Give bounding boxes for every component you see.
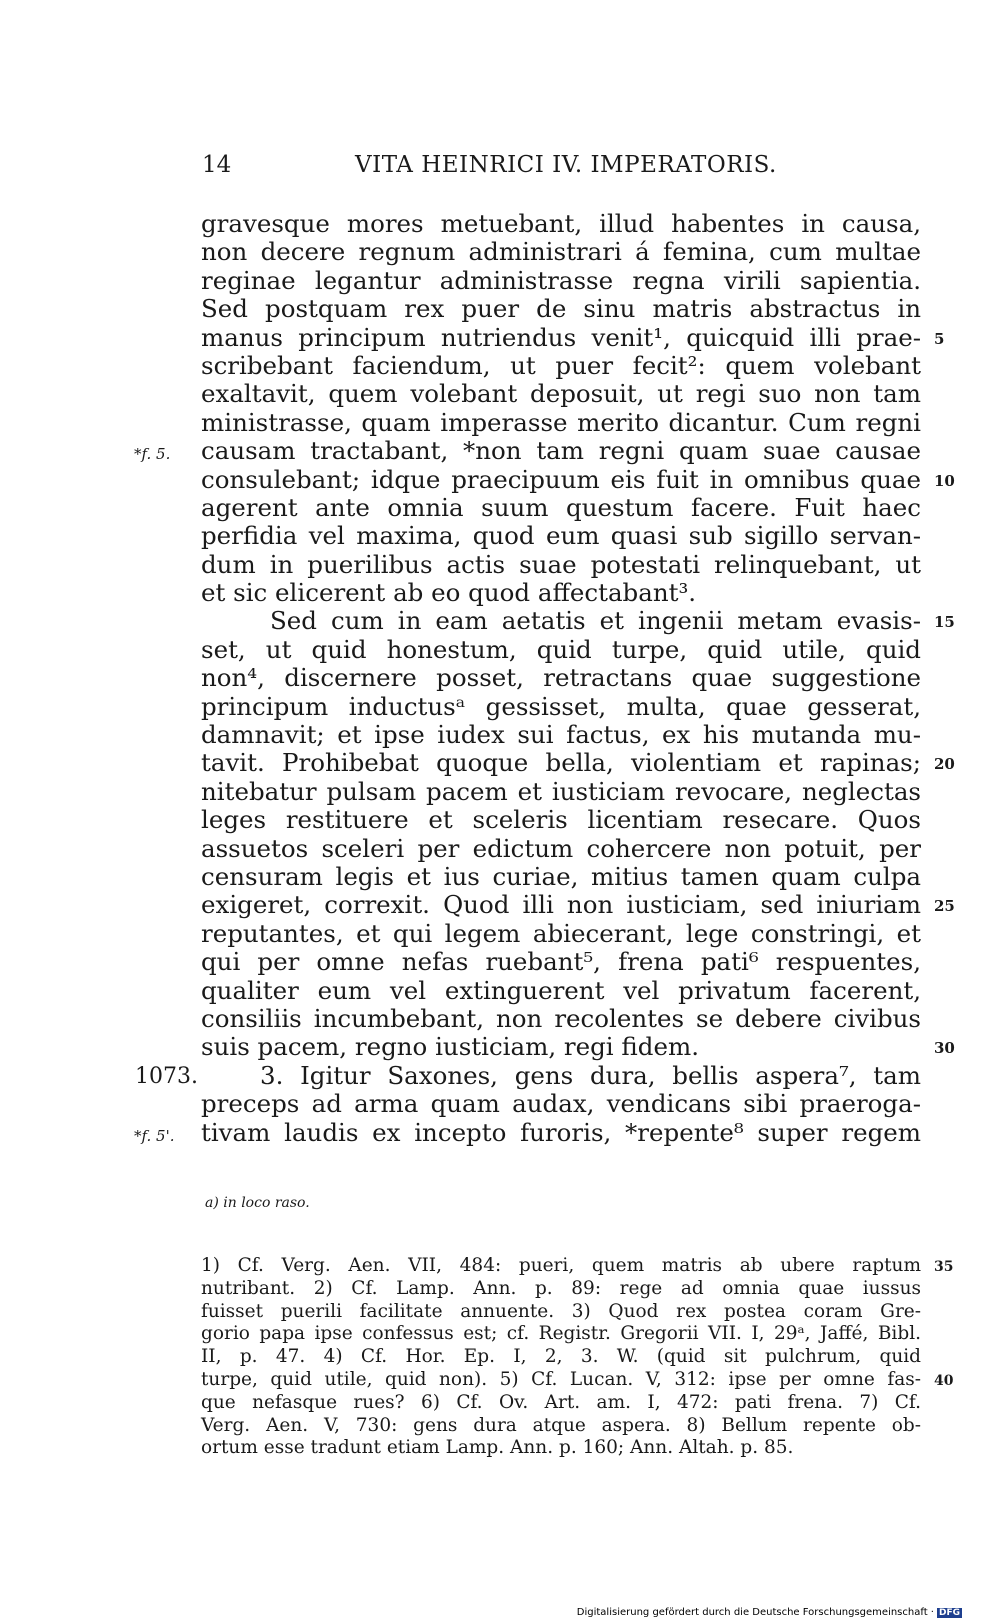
body-line-text: preceps ad arma quam audax, vendicans sibi praeroga- xyxy=(201,1089,921,1119)
footnote-line xyxy=(0,1301,1000,1324)
page-number: 14 xyxy=(202,152,232,178)
body-line-text: reginae legantur administrasse regna virili sapientia. xyxy=(201,265,921,295)
body-line xyxy=(0,920,1000,948)
line-number: 20 xyxy=(934,755,955,774)
body-line xyxy=(0,522,1000,550)
body-line-text: dum in puerilibus actis suae potestati relinquebant, ut xyxy=(201,549,921,579)
body-line xyxy=(0,1033,1000,1061)
footnote-line-text: turpe, quid utile, quid non). 5) Cf. Lucan. V, 312: ipse per omne fas- xyxy=(201,1368,921,1390)
folio-marker: *f. 5'. xyxy=(134,1126,175,1145)
body-line xyxy=(0,551,1000,579)
body-line xyxy=(0,948,1000,976)
body-line-text: set, ut quid honestum, quid turpe, quid utile, quid xyxy=(201,634,921,664)
line-number: 5 xyxy=(934,329,945,348)
body-line-text: non⁴, discernere posset, retractans quae suggestione xyxy=(201,663,921,693)
footnote-line xyxy=(0,1392,1000,1415)
footnote-line xyxy=(0,1437,1000,1460)
body-line-text: nitebatur pulsam pacem et iusticiam revocare, neglectas xyxy=(201,776,921,806)
main-text xyxy=(0,210,1000,1147)
digitization-credit xyxy=(577,1607,962,1618)
footnote-line-text: nutribant. 2) Cf. Lamp. Ann. p. 89: rege ad omnia quae iussus xyxy=(201,1277,921,1299)
body-line xyxy=(0,1005,1000,1033)
body-line xyxy=(0,324,1000,352)
footnote-line-text: fuisset puerili facilitate annuente. 3) Quod rex postea coram Gre- xyxy=(201,1300,921,1322)
body-line xyxy=(0,409,1000,437)
body-line-text: censuram legis et ius curiae, mitius tamen quam culpa xyxy=(201,861,921,891)
body-line-text: suis pacem, regno iusticiam, regi fidem. xyxy=(201,1032,699,1062)
body-line xyxy=(0,295,1000,323)
footnote-line xyxy=(0,1415,1000,1438)
credit-text: Digitalisierung gefördert durch die Deutsche Forschungsgemeinschaft · xyxy=(576,1607,934,1618)
body-line xyxy=(0,778,1000,806)
body-line-text: assuetos sceleri per edictum cohercere non potuit, per xyxy=(201,833,921,863)
body-line xyxy=(0,1062,1000,1090)
body-line xyxy=(0,693,1000,721)
body-line-text: leges restituere et sceleris licentiam resecare. Quos xyxy=(201,805,921,835)
body-line-text: tivam laudis ex incepto furoris, *repente⁸ super regem xyxy=(201,1117,921,1147)
line-number: 15 xyxy=(934,613,955,632)
body-line-text: qualiter eum vel extinguerent vel privatum facerent, xyxy=(201,975,921,1005)
body-line-text: gravesque mores metuebant, illud habentes in causa, xyxy=(201,209,921,238)
body-line xyxy=(0,494,1000,522)
body-line xyxy=(0,806,1000,834)
body-line xyxy=(0,721,1000,749)
body-line-text: qui per omne nefas ruebant⁵, frena pati⁶ respuentes, xyxy=(201,947,921,977)
body-line-text: exaltavit, quem volebant deposuit, ut regi suo non tam xyxy=(201,379,921,409)
running-title: VITA HEINRICI IV. IMPERATORIS. xyxy=(355,152,777,178)
line-number: 35 xyxy=(934,1259,954,1275)
body-line xyxy=(0,579,1000,607)
body-line-text: consulebant; idque praecipuum eis fuit in omnibus quae xyxy=(201,464,921,494)
body-line-text: ministrasse, quam imperasse merito dicantur. Cum regni xyxy=(201,407,921,437)
footnote-line-text: ortum esse tradunt etiam Lamp. Ann. p. 160; Ann. Altah. p. 85. xyxy=(201,1437,794,1459)
footnote-line-text: II, p. 47. 4) Cf. Hor. Ep. I, 2, 3. W. (quid sit pulchrum, quid xyxy=(201,1346,921,1368)
footnote-line xyxy=(0,1255,1000,1278)
body-line-text: et sic elicerent ab eo quod affectabant³. xyxy=(201,578,697,608)
body-line-text: exigeret, correxit. Quod illi non iusticiam, sed iniuriam xyxy=(201,890,921,920)
body-line-text: manus principum nutriendus venit¹, quicquid illi prae- xyxy=(201,322,921,352)
body-line xyxy=(0,437,1000,465)
body-line xyxy=(0,835,1000,863)
body-line-text: Sed cum in eam aetatis et ingenii metam evasis- xyxy=(270,606,921,636)
footnote-line-text: 1) Cf. Verg. Aen. VII, 484: pueri, quem matris ab ubere raptum xyxy=(201,1255,921,1276)
body-line xyxy=(0,891,1000,919)
body-line-text: tavit. Prohibebat quoque bella, violentiam et rapinas; xyxy=(201,748,921,778)
body-line-text: damnavit; et ipse iudex sui factus, ex his mutanda mu- xyxy=(201,720,921,750)
body-line xyxy=(0,352,1000,380)
body-line xyxy=(0,664,1000,692)
line-number: 10 xyxy=(934,471,955,490)
footnote-line xyxy=(0,1278,1000,1301)
footnote-line xyxy=(0,1346,1000,1369)
body-line xyxy=(0,1119,1000,1147)
line-number: 40 xyxy=(934,1372,954,1389)
line-number: 30 xyxy=(934,1039,955,1058)
folio-marker: *f. 5. xyxy=(134,445,171,464)
footnote-line xyxy=(0,1323,1000,1346)
year-marker: 1073. xyxy=(135,1063,198,1089)
footnote-line xyxy=(0,1369,1000,1392)
body-line-text: causam tractabant, *non tam regni quam suae causae xyxy=(201,436,921,466)
body-line xyxy=(0,607,1000,635)
body-line-text: perfidia vel maxima, quod eum quasi sub sigillo servan- xyxy=(201,521,921,551)
body-line-text: non decere regnum administrari á femina, cum multae xyxy=(201,237,921,267)
body-line-text: principum inductusᵃ gessisset, multa, quae gesserat, xyxy=(201,691,921,721)
footnote-line-text: Verg. Aen. V, 730: gens dura atque aspera. 8) Bellum repente ob- xyxy=(201,1414,921,1436)
body-line xyxy=(0,210,1000,238)
body-line xyxy=(0,1090,1000,1118)
footnote-line-text: gorio papa ipse confessus est; cf. Registr. Gregorii VII. I, 29ᵃ, Jaffé, Bibl. xyxy=(201,1323,921,1345)
textual-note: a) in loco raso. xyxy=(205,1195,310,1211)
body-line xyxy=(0,749,1000,777)
body-line xyxy=(0,977,1000,1005)
body-line-text: 3. Igitur Saxones, gens dura, bellis aspera⁷, tam xyxy=(260,1060,921,1090)
body-line xyxy=(0,863,1000,891)
page-header xyxy=(0,152,1000,188)
line-number: 25 xyxy=(934,897,955,916)
body-line-text: consiliis incumbebant, non recolentes se debere civibus xyxy=(201,1003,921,1033)
body-line-text: Sed postquam rex puer de sinu matris abstractus in xyxy=(201,294,921,324)
body-line xyxy=(0,466,1000,494)
body-line-text: scribebant faciendum, ut puer fecit²: quem volebant xyxy=(201,350,921,380)
body-line-text: agerent ante omnia suum questum facere. Fuit haec xyxy=(201,492,921,522)
body-line-text: reputantes, et qui legem abiecerant, lege constringi, et xyxy=(201,918,921,948)
body-line xyxy=(0,238,1000,266)
footnote-line-text: que nefasque rues? 6) Cf. Ov. Art. am. I, 472: pati frena. 7) Cf. xyxy=(201,1391,921,1413)
body-line xyxy=(0,380,1000,408)
body-line xyxy=(0,636,1000,664)
dfg-logo-icon: DFG xyxy=(938,1608,960,1618)
footnotes xyxy=(0,1255,1000,1460)
body-line xyxy=(0,267,1000,295)
